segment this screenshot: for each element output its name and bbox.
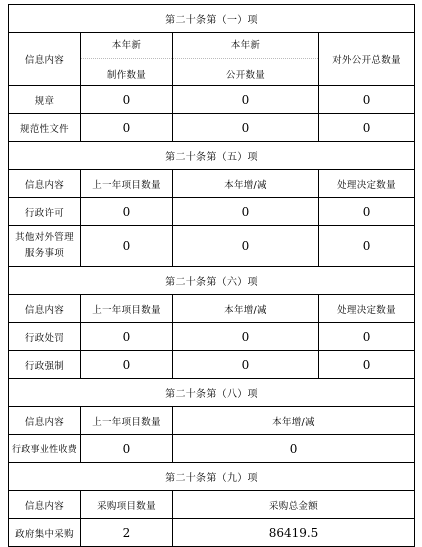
table-row (9, 435, 415, 463)
table-row (9, 114, 415, 142)
row-label: 政府集中采购 (9, 519, 81, 547)
header-info-content: 信息内容 (9, 491, 81, 519)
header-prev-year-count: 上一年项目数量 (81, 407, 173, 435)
cell-value: 0 (81, 226, 173, 267)
section-title: 第二十条第（六）项 (9, 267, 415, 295)
cell-value: 0 (173, 114, 319, 142)
header-new-published-line2: 公开数量 (225, 70, 266, 82)
header-new-produced (81, 33, 173, 86)
row-label: 行政强制 (9, 351, 81, 379)
cell-value: 0 (81, 435, 173, 463)
section-title-row (9, 5, 415, 33)
header-new-published (173, 33, 319, 86)
cell-value: 0 (173, 351, 319, 379)
table-row (9, 198, 415, 226)
header-row (9, 491, 415, 519)
section-title: 第二十条第（一）项 (9, 5, 415, 33)
header-row (9, 170, 415, 198)
disclosure-table (8, 4, 415, 547)
header-change: 本年增/减 (173, 295, 319, 323)
cell-value: 0 (319, 226, 415, 267)
header-info-content: 信息内容 (9, 33, 81, 86)
row-label: 行政事业性收费 (9, 435, 81, 463)
cell-value: 0 (319, 114, 415, 142)
cell-value: 0 (173, 198, 319, 226)
table-row (9, 351, 415, 379)
disclosure-table-document (8, 4, 414, 547)
header-new-produced-line2: 制作数量 (106, 70, 147, 82)
header-total-published: 对外公开总数量 (319, 33, 415, 86)
table-row (9, 86, 415, 114)
header-decisions: 处理决定数量 (319, 295, 415, 323)
cell-value: 0 (319, 198, 415, 226)
cell-value: 2 (81, 519, 173, 547)
section-title: 第二十条第（九）项 (9, 463, 415, 491)
header-prev-year-count: 上一年项目数量 (81, 170, 173, 198)
cell-value: 0 (81, 86, 173, 114)
table-row (9, 226, 415, 267)
header-info-content: 信息内容 (9, 407, 81, 435)
table-row (9, 519, 415, 547)
cell-value: 0 (173, 226, 319, 267)
header-info-content: 信息内容 (9, 295, 81, 323)
cell-value: 0 (81, 351, 173, 379)
cell-value: 0 (319, 323, 415, 351)
cell-value: 0 (173, 323, 319, 351)
header-row (9, 407, 415, 435)
header-change: 本年增/减 (173, 170, 319, 198)
header-procurement-count: 采购项目数量 (81, 491, 173, 519)
header-info-content: 信息内容 (9, 170, 81, 198)
header-row (9, 295, 415, 323)
header-row (9, 33, 415, 86)
section-title-row (9, 267, 415, 295)
section-title-row (9, 379, 415, 407)
header-change: 本年增/减 (173, 407, 415, 435)
row-label: 行政处罚 (9, 323, 81, 351)
section-title-row (9, 142, 415, 170)
cell-value: 0 (81, 114, 173, 142)
row-label: 其他对外管理服务事项 (9, 226, 81, 267)
row-label: 行政许可 (9, 198, 81, 226)
header-new-produced-line1: 本年新 (111, 39, 142, 51)
header-new-published-line1: 本年新 (230, 39, 261, 51)
cell-value: 86419.5 (173, 519, 415, 547)
cell-value: 0 (81, 323, 173, 351)
section-title-row (9, 463, 415, 491)
row-label: 规范性文件 (9, 114, 81, 142)
header-prev-year-count: 上一年项目数量 (81, 295, 173, 323)
cell-value: 0 (173, 435, 415, 463)
cell-value: 0 (319, 86, 415, 114)
header-decisions: 处理决定数量 (319, 170, 415, 198)
row-label: 规章 (9, 86, 81, 114)
section-title: 第二十条第（五）项 (9, 142, 415, 170)
cell-value: 0 (319, 351, 415, 379)
table-row (9, 323, 415, 351)
cell-value: 0 (173, 86, 319, 114)
section-title: 第二十条第（八）项 (9, 379, 415, 407)
cell-value: 0 (81, 198, 173, 226)
header-procurement-amount: 采购总金额 (173, 491, 415, 519)
